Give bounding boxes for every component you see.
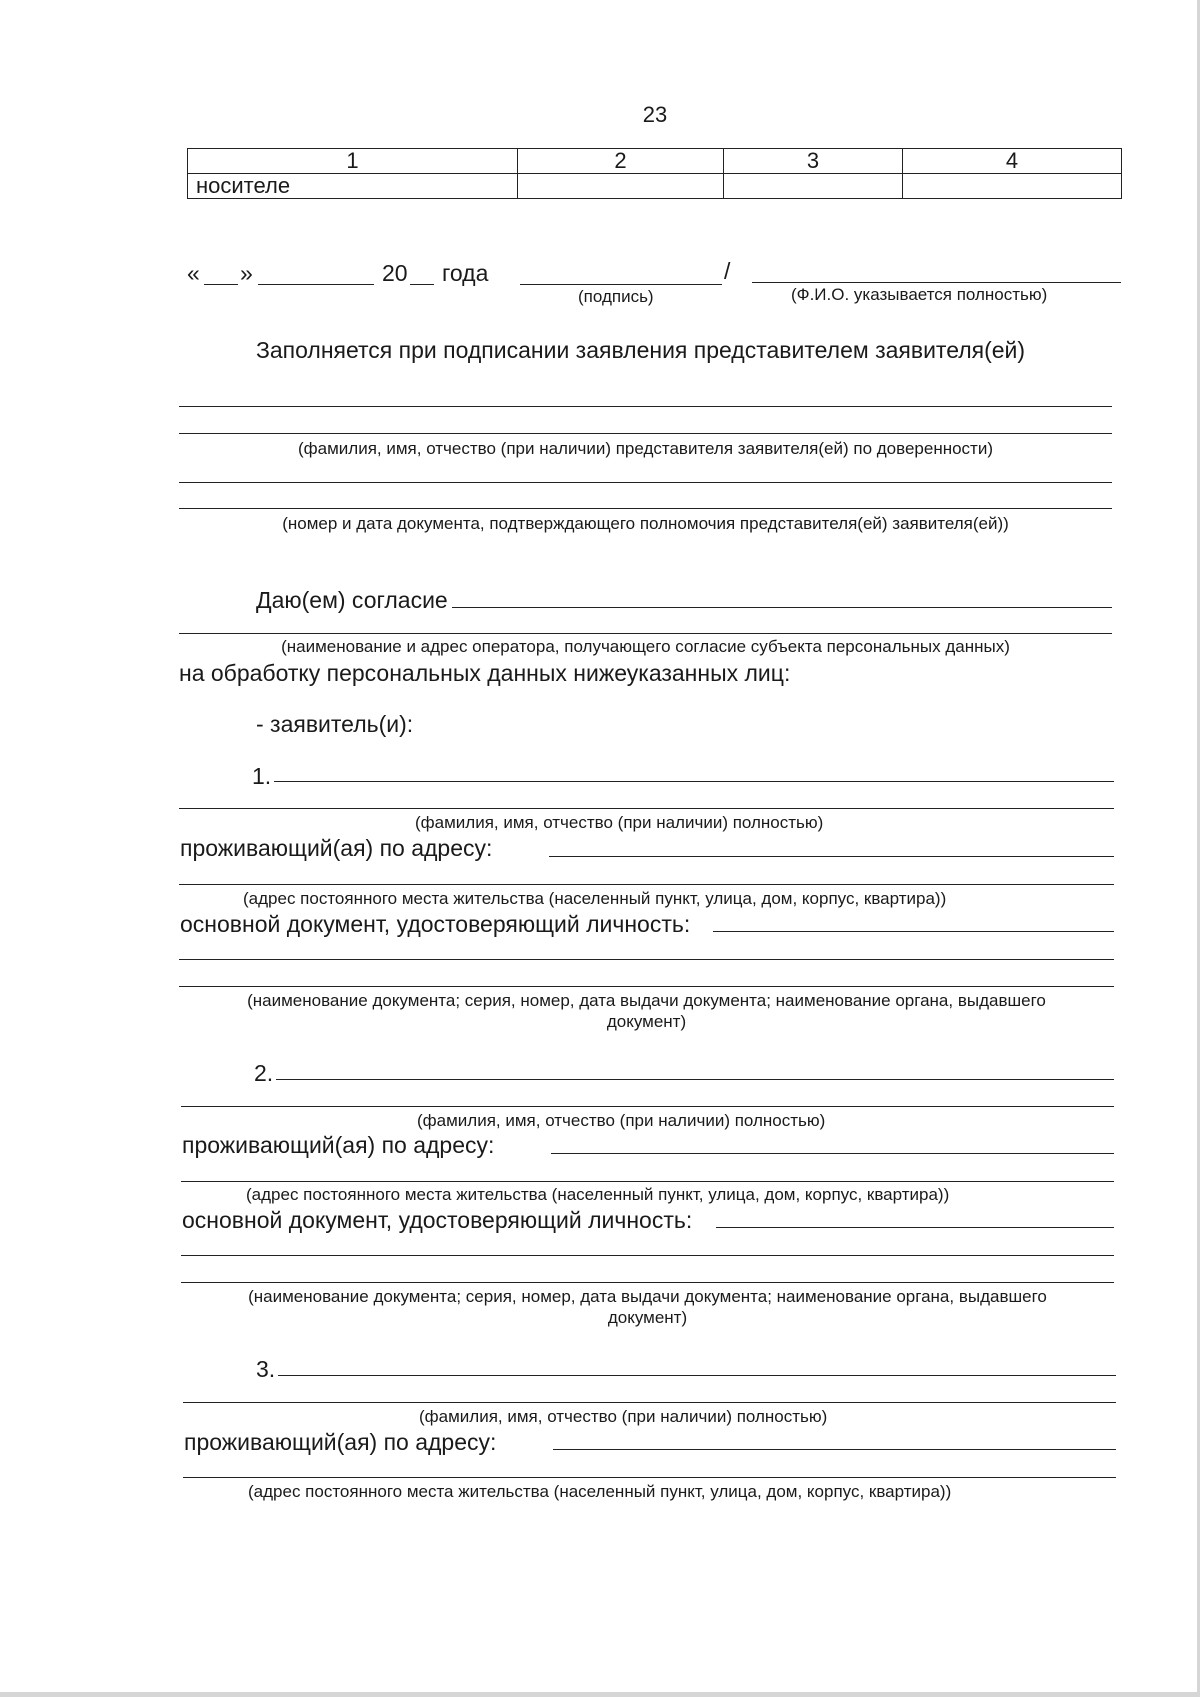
header-table [187,148,1122,199]
applicant-3-address-caption: (адрес постоянного места жительства (населенный пункт, улица, дом, корпус, квартира)) [248,1482,952,1501]
signature-slash: / [724,258,731,284]
date-year-field[interactable] [410,284,434,285]
applicant-2-address-field-2[interactable] [181,1181,1114,1182]
consent-operator-caption: (наименование и адрес оператора, получающего согласие субъекта персональных данных) [281,637,1010,656]
page-number: 23 [642,102,668,127]
applicant-1-address-caption: (адрес постоянного места жительства (населенный пункт, улица, дом, корпус, квартира)) [243,889,947,908]
applicant-2-doc-field[interactable] [716,1227,1114,1228]
applicant-2-address-label: проживающий(ая) по адресу: [182,1132,495,1158]
representative-heading: Заполняется при подписании заявления представителем заявителя(ей) [256,337,1026,363]
consent-operator-field-2[interactable] [179,633,1112,634]
applicant-3-number: 3. [256,1356,276,1382]
table-header-cell: 2 [518,149,724,174]
representative-doc-field[interactable] [179,482,1112,483]
representative-name-field[interactable] [179,406,1112,407]
date-day-field[interactable] [204,284,238,285]
table-cell[interactable] [903,174,1122,199]
date-open-quote: « [187,260,200,286]
applicant-1-doc-label: основной документ, удостоверяющий личность: [180,911,691,937]
applicant-1-doc-field[interactable] [713,931,1114,932]
fio-caption: (Ф.И.О. указывается полностью) [791,285,1048,304]
applicant-1-number: 1. [252,763,272,789]
page-edge-bottom [0,1692,1200,1697]
applicant-2-number: 2. [254,1060,274,1086]
applicant-3-address-field[interactable] [553,1449,1116,1450]
applicant-3-address-field-2[interactable] [183,1477,1116,1478]
signature-field[interactable] [520,284,722,285]
applicant-1-doc-field-3[interactable] [179,986,1114,987]
table-cell[interactable]: носителе [188,174,518,199]
applicant-3-name-field-2[interactable] [183,1402,1116,1403]
table-cell[interactable] [724,174,903,199]
applicant-2-name-caption: (фамилия, имя, отчество (при наличии) полностью) [417,1111,826,1130]
applicant-1-name-field-2[interactable] [179,808,1114,809]
table-header-cell: 4 [903,149,1122,174]
table-header-row [188,149,1122,174]
applicant-2-doc-label: основной документ, удостоверяющий личность: [182,1207,693,1233]
date-month-field[interactable] [258,284,374,285]
applicant-2-address-caption: (адрес постоянного места жительства (населенный пункт, улица, дом, корпус, квартира)) [246,1185,950,1204]
applicant-2-doc-field-2[interactable] [181,1255,1114,1256]
applicant-2-address-field[interactable] [551,1153,1114,1154]
date-close-quote: » [240,260,253,286]
applicant-1-address-field-2[interactable] [179,884,1114,885]
applicants-label: - заявитель(и): [256,711,414,737]
consent-processing-text: на обработку персональных данных нижеуказанных лиц: [179,660,791,686]
applicant-2-name-field[interactable] [276,1079,1114,1080]
applicant-2-doc-field-3[interactable] [181,1282,1114,1283]
signature-caption: (подпись) [578,287,654,306]
applicant-1-doc-field-2[interactable] [179,959,1114,960]
applicant-1-doc-caption-line1: (наименование документа; серия, номер, дата выдачи документа; наименование органа, выдавшего [247,991,1046,1010]
applicant-2-doc-caption-line1: (наименование документа; серия, номер, дата выдачи документа; наименование органа, выдавшего [248,1287,1047,1306]
applicant-3-name-field[interactable] [278,1375,1116,1376]
applicant-1-address-field[interactable] [549,856,1114,857]
consent-operator-field[interactable] [452,607,1112,608]
applicant-2-name-field-2[interactable] [181,1106,1114,1107]
date-year-word: года [442,260,489,286]
applicant-1-doc-caption-line2: документ) [606,1012,687,1031]
applicant-3-address-label: проживающий(ая) по адресу: [184,1429,497,1455]
consent-label: Даю(ем) согласие [256,587,448,613]
applicant-1-name-caption: (фамилия, имя, отчество (при наличии) полностью) [415,813,824,832]
applicant-2-doc-caption-line2: документ) [607,1308,688,1327]
applicant-1-name-field[interactable] [274,781,1114,782]
table-row [188,174,1122,199]
table-header-cell: 3 [724,149,903,174]
representative-doc-caption: (номер и дата документа, подтверждающего полномочия представителя(ей) заявителя(ей)) [282,514,1009,533]
representative-name-field-2[interactable] [179,433,1112,434]
representative-name-caption: (фамилия, имя, отчество (при наличии) представителя заявителя(ей) по доверенности) [298,439,993,458]
date-year-prefix: 20 [382,260,408,286]
table-cell[interactable] [518,174,724,199]
fio-field[interactable] [752,282,1121,283]
representative-doc-field-2[interactable] [179,508,1112,509]
table-header-cell: 1 [188,149,518,174]
applicant-1-address-label: проживающий(ая) по адресу: [180,835,493,861]
applicant-3-name-caption: (фамилия, имя, отчество (при наличии) полностью) [419,1407,828,1426]
